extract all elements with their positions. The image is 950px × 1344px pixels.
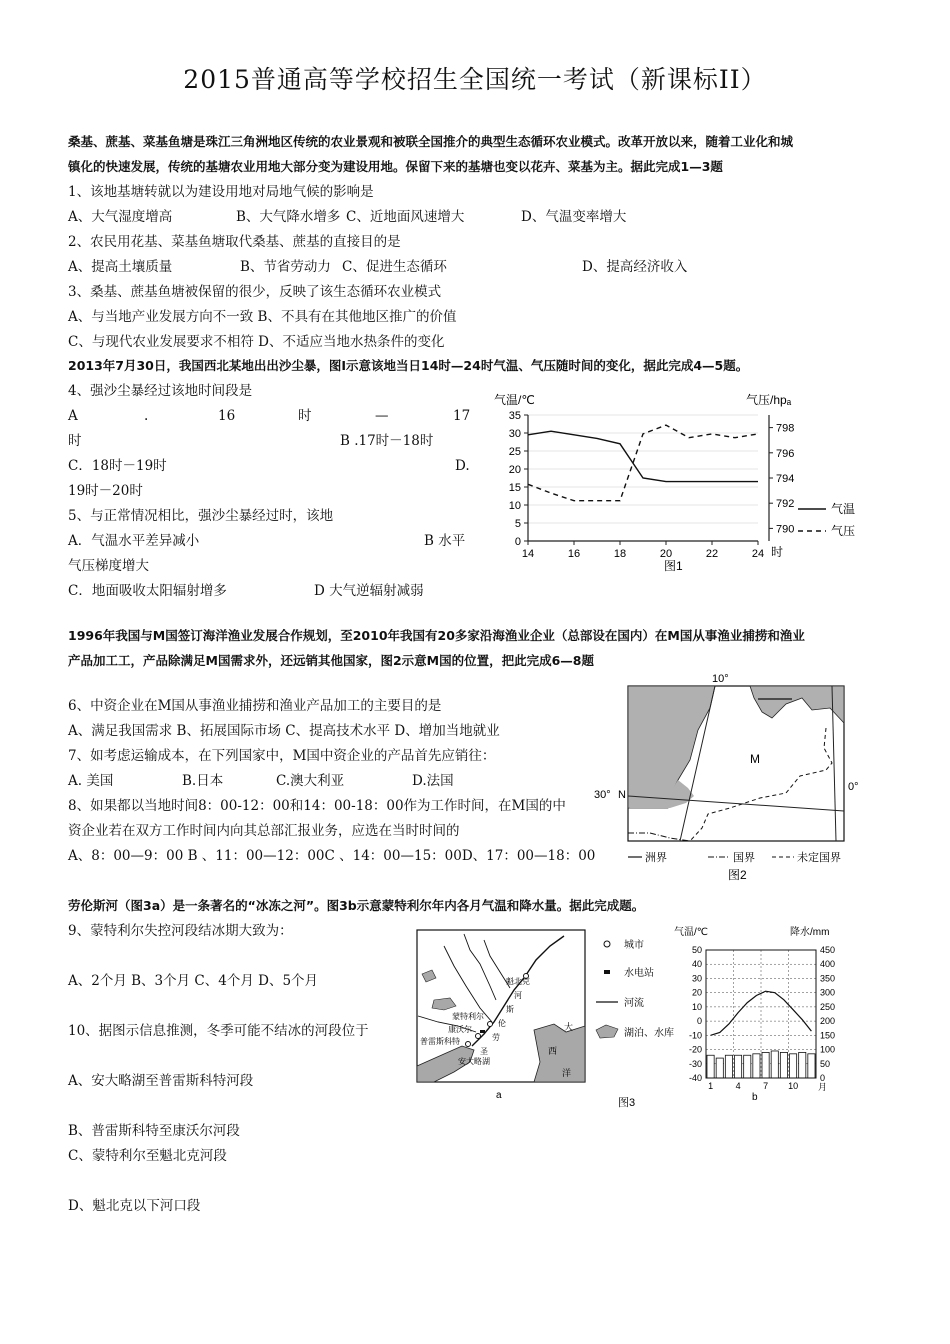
fig1-right-tick-label: 792 [776,498,795,511]
fig1-left-tick-label: 35 [508,410,521,422]
intro-1-line-1: 桑基、蔗基、菜基鱼塘是珠江三角洲地区传统的农业景观和被联全国推介的典型生态循环农业模式。改革开放以来，随着工业化和城 [68,134,794,149]
fig3a-ocean-3: 洋 [562,1068,572,1078]
figure-3a-map [414,926,676,1114]
fig3a-quebec: 魁北克 [506,977,530,986]
intro-1-line-2: 镇化的快速发展，传统的基塘农业用地大部分变为建设用地。保留下来的基塘也变以花卉、菜基为主。据此完成1—3题 [68,159,723,174]
q10-option-c[interactable]: C、蒙特利尔至魁北克河段 [68,1148,227,1164]
q4-option-d-part1[interactable]: D. [455,458,470,474]
fig1-right-tick-label: 790 [776,523,795,536]
fig3b-prec-tick: 450 [820,945,836,955]
fig3a-ocean-2: 西 [548,1046,558,1056]
fig1-left-tick-label: 15 [508,482,521,494]
fig1-legend-temp: 气温 [831,502,856,516]
fig1-x-tick-label: 24 [751,548,765,560]
q9-stem: 9、蒙特利尔失控河段结冰期大致为： [68,923,293,939]
fig3b-temp-tick: -20 [688,1044,702,1055]
q4-option-a-part3[interactable]: 16 [218,408,236,424]
q1-option-a[interactable]: A、大气湿度增高 [68,209,173,225]
q10-option-a[interactable]: A、安大略湖至普雷斯科特河段 [68,1073,254,1089]
q5-option-b-part1[interactable]: B 水平 [424,533,466,549]
fig3a-cornwall: 康沃尔 [448,1025,472,1034]
page-title: 2015普通高等学校招生全国统一考试（新课标II） [183,65,767,94]
fig1-x-tick-label: 16 [567,548,581,560]
fig3a-lake: 安大略湖 [458,1057,490,1066]
q4-option-a-part6[interactable]: 17 [453,408,471,424]
fig3b-temp-tick: -30 [688,1058,702,1069]
fig3b-month-tick: 7 [763,1081,769,1091]
fig3b-temp-tick: -10 [688,1030,702,1041]
q5-option-c[interactable]: C．地面吸收太阳辐射增多 [68,583,227,599]
fig2-caption: 图2 [728,868,747,882]
fig3b-precip-bar [762,1052,769,1078]
figure-3b-climate-chart [672,924,854,1104]
fig3a-city-cornwall [476,1034,481,1039]
fig3a-hydro-station [480,1030,485,1033]
q7-option-c[interactable]: C.澳大利亚 [276,773,345,789]
fig2-lon-0: 0° [848,781,859,793]
q10-option-d[interactable]: D、魁北克以下河口段 [68,1198,201,1214]
q6-stem: 6、中资企业在M国从事渔业捕捞和渔业产品加工的主要目的是 [68,698,442,714]
fig3a-legend-hydro: 水电站 [624,968,654,979]
q7-option-b[interactable]: B.日本 [182,773,224,789]
q4-option-a-part5[interactable]: — [375,408,389,424]
q2-option-d[interactable]: D、提高经济收入 [582,259,688,275]
fig3b-precip-bar [753,1054,760,1078]
intro-4: 劳伦斯河（图3a）是一条著名的“冰冻之河”。图3b示意蒙特利尔年内各月气温和降水量。据此完成题。 [68,898,645,913]
fig1-left-tick-label: 25 [508,446,521,458]
fig3a-river-char-3: 伦 [498,1019,506,1028]
fig3b-prec-tick: 200 [820,1016,836,1027]
fig1-x-unit: 时 [771,545,784,559]
fig3a-prescott: 普雷斯科特 [420,1037,460,1046]
fig1-x-tick-label: 20 [659,548,673,560]
fig3b-prec-tick: 400 [820,959,836,970]
fig3b-month-tick: 1 [708,1081,714,1091]
fig3a-legend-river: 河流 [624,998,644,1009]
fig3b-prec-tick: 300 [820,987,836,998]
fig1-y-left-label: 气温/℃ [494,393,535,407]
fig3b-temp-tick: 0 [696,1016,702,1027]
q6-options[interactable]: A、满足我国需求 B、拓展国际市场 C、提高技术水平 D、增加当地就业 [68,723,500,739]
fig3b-precip-bar [707,1055,714,1078]
q8-stem-line-1: 8、如果都以当地时间8：00-12：00和14：00-18：00作为工作时间，在M国的中 [68,798,566,814]
fig3b-month-tick: 10 [788,1081,799,1091]
q4-option-c[interactable]: C．18时－19时 [68,458,167,474]
q5-option-a[interactable]: A．气温水平差异减小 [68,533,200,549]
fig3b-prec-tick: 50 [820,1058,831,1069]
fig1-x-tick-label: 14 [521,548,535,560]
fig1-left-tick-label: 5 [514,518,521,530]
q3-options-ab[interactable]: A、与当地产业发展方向不一致 B、不具有在其他地区推广的价值 [68,309,457,325]
q4-stem: 4、强沙尘暴经过该地时间段是 [68,383,253,399]
fig3a-ocean-1: 大 [564,1022,574,1032]
fig1-legend-pres: 气压 [831,524,856,538]
q1-option-b[interactable]: B、大气降水增多 [236,209,341,225]
q9-options[interactable]: A、2个月 B、3个月 C、4个月 D、5个月 [68,973,319,989]
fig3a-montreal: 蒙特利尔 [452,1012,484,1021]
fig1-caption: 图1 [664,559,683,573]
q10-stem: 10、据图示信息推测，冬季可能不结冰的河段位于 [68,1023,369,1039]
fig3b-precip-bar [716,1058,723,1078]
fig3b-prec-tick: 350 [820,973,836,984]
q8-options[interactable]: A、8：00—9：00 B 、11：00—12：00C 、14：00—15：00D、17：00—18：00 [68,848,596,864]
fig3b-temp-tick: -40 [688,1073,702,1083]
fig2-legend-2: 国界 [733,852,755,864]
q2-option-c[interactable]: C、促进生态循环 [342,259,447,275]
intro-2: 2013年7月30日，我国西北某地出出沙尘暴，图Ⅰ示意该地当日14时—24时气温、气压随时间的变化，据此完成4—5题。 [68,358,749,373]
q3-options-cd[interactable]: C、与现代农业发展要求不相符 D、不适应当地水热条件的变化 [68,334,445,350]
fig3b-month-tick: 4 [735,1081,741,1091]
q8-stem-line-2: 资企业若在双方工作时间内向其总部汇报业务，应选在当时时间的 [68,823,460,839]
fig3b-prec-tick: 0 [820,1073,826,1083]
intro-3-line-1: 1996年我国与M国签订海洋渔业发展合作规划，至2010年我国有20多家沿海渔业企业（总部设在国内）在M国从事渔业捕捞和渔业 [68,628,805,643]
fig2-lat-n: N [618,789,626,801]
fig2-legend-3: 未定国界 [797,852,841,864]
fig2-lat-30: 30° [594,789,611,801]
fig3b-precip-bar [808,1054,815,1078]
fig3a-river-char-5: 圣 [480,1047,488,1056]
fig3a-label: a [496,1090,502,1101]
fig1-series-pressure [528,425,758,501]
fig1-left-tick-label: 0 [514,536,521,548]
fig3-caption: 图3 [618,1097,636,1109]
fig3b-label: b [752,1092,758,1103]
fig1-left-tick-label: 30 [508,428,521,440]
fig3a-river-char-1: 河 [514,991,522,1000]
fig3b-temperature-curve [711,991,812,1035]
fig1-right-tick-label: 796 [776,447,795,460]
q1-stem: 1、该地基塘转就以为建设用地对局地气候的影响是 [68,184,374,200]
fig3b-x-unit: 月 [818,1082,828,1092]
fig1-y-right-label: 气压/hpₐ [746,393,792,407]
fig3a-city-prescott [466,1042,471,1047]
fig1-left-tick-label: 20 [508,464,521,476]
q5-option-d[interactable]: D 大气逆辐射减弱 [314,583,424,599]
q7-option-a[interactable]: A. 美国 [68,773,114,789]
fig1-x-tick-label: 18 [613,548,627,560]
q1-option-c[interactable]: C、近地面风速增大 [346,209,465,225]
fig3a-legend-city: 城市 [624,940,644,951]
fig3b-temp-tick: 10 [691,1001,702,1012]
fig3b-precip-bar [780,1052,787,1078]
fig3b-prec-tick: 100 [820,1044,836,1055]
fig3a-legend-lake-icon [596,1025,618,1038]
fig3a-river-char-4: 劳 [492,1033,500,1042]
fig3b-precip-bar [735,1055,742,1078]
fig3b-temp-tick: 20 [691,987,702,998]
figure-2-map [590,668,865,886]
fig3a-legend-hydro-icon [604,970,610,974]
fig3b-precip-bar [799,1052,806,1078]
fig3b-prec-label: 降水/mm [790,927,830,938]
fig3b-temp-tick: 30 [691,973,702,984]
fig3b-precip-bar [744,1055,751,1078]
fig1-left-tick-label: 10 [508,500,521,512]
q7-stem: 7、如考虑运输成本，在下列国家中，M国中资企业的产品首先应销往： [68,748,496,764]
q4-option-b[interactable]: B .17时－18时 [340,433,434,449]
fig2-m-label: M [750,752,760,766]
fig2-lon-10: 10° [712,673,729,685]
q4-option-a-part2[interactable]: . [144,408,149,424]
figure-1-chart [488,390,868,580]
intro-3-line-2: 产品加工工，产品除满足M国需求外，还远销其他国家，图2示意M国的位置，把此完成6—8题 [68,653,594,668]
q5-option-b-part2[interactable]: 气压梯度增大 [68,558,149,574]
fig3b-precip-bar [771,1051,778,1078]
fig3a-legend-city-icon [604,941,610,947]
q2-option-a[interactable]: A、提高土壤质量 [68,259,173,275]
q4-option-a-part1[interactable]: A [68,408,78,424]
q1-option-d[interactable]: D、气温变率增大 [521,209,627,225]
q4-option-d-part2[interactable]: 19时－20时 [68,483,143,499]
q3-stem: 3、桑基、蔗基鱼塘被保留的很少，反映了该生态循环农业模式 [68,284,442,300]
q7-option-d[interactable]: D.法国 [412,773,454,789]
fig1-right-tick-label: 798 [776,422,795,435]
fig3b-temp-label: 气温/℃ [674,927,709,938]
fig1-x-tick-label: 22 [705,548,719,560]
fig3b-temp-tick: 40 [691,959,702,970]
q2-stem: 2、农民用花基、菜基鱼塘取代桑基、蔗基的直接目的是 [68,234,401,250]
fig3a-city-montreal [488,1022,493,1027]
fig3a-river-char-2: 斯 [506,1005,514,1014]
fig1-right-tick-label: 794 [776,473,795,485]
fig3b-prec-tick: 150 [820,1030,836,1041]
fig3b-precip-bar [725,1055,732,1078]
q5-stem: 5、与正常情况相比，强沙尘暴经过时，该地 [68,508,334,524]
fig2-legend-1: 洲界 [645,852,667,864]
q10-option-b[interactable]: B、普雷斯科特至康沃尔河段 [68,1123,240,1139]
fig3b-prec-tick: 250 [820,1001,836,1012]
fig1-series-temperature [528,431,758,481]
fig3a-atlantic [534,1024,585,1082]
fig3b-temp-tick: 50 [691,945,702,955]
q4-option-a-part7[interactable]: 时 [68,433,82,449]
q2-option-b[interactable]: B、节省劳动力 [240,259,331,275]
fig3b-precip-bar [790,1054,797,1078]
q4-option-a-part4[interactable]: 时 [298,408,312,424]
fig3a-legend-lake: 湖泊、水库 [624,1028,674,1039]
